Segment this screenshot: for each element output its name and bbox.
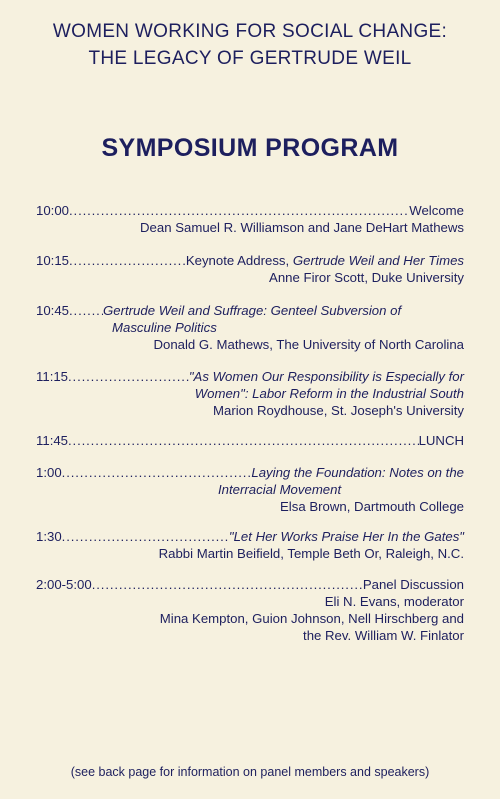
dot-leader <box>69 202 409 219</box>
footer-note: (see back page for information on panel members and speakers) <box>70 765 430 779</box>
item-speaker: Rabbi Martin Beifield, Temple Beth Or, Raleigh, N.C. <box>158 546 464 561</box>
item-speaker: Dean Samuel R. Williamson and Jane DeHart Mathews <box>140 220 464 235</box>
item-time: 10:45 <box>36 303 70 318</box>
dot-leader <box>62 464 252 481</box>
item-event-title-cont: Women": Labor Reform in the Industrial South <box>194 386 464 401</box>
header-line-1: WOMEN WORKING FOR SOCIAL CHANGE: <box>52 21 448 42</box>
program-item <box>36 368 464 419</box>
item-panelists-cont: the Rev. William W. Finlator <box>303 628 464 643</box>
item-event-title-cont: Masculine Politics <box>112 320 217 335</box>
dot-leader <box>69 302 103 319</box>
item-event-title: Gertrude Weil and Suffrage: Genteel Subversion of <box>103 303 402 318</box>
program-item <box>36 464 464 515</box>
item-time: 1:30 <box>36 529 62 544</box>
item-speaker: Anne Firor Scott, Duke University <box>269 270 464 285</box>
item-event-title: Gertrude Weil and Her Times <box>292 253 464 268</box>
dot-leader <box>68 368 189 385</box>
program-item <box>36 528 464 562</box>
program-title: SYMPOSIUM PROGRAM <box>101 134 399 162</box>
item-time: 2:00-5:00 <box>36 577 92 592</box>
item-event: Keynote Address, <box>185 253 293 268</box>
item-event: LUNCH <box>418 433 464 448</box>
item-panelists: Mina Kempton, Guion Johnson, Nell Hirschberg and <box>159 611 464 626</box>
item-speaker: Donald G. Mathews, The University of North Carolina <box>153 337 464 352</box>
dot-leader <box>62 528 229 545</box>
item-event-title: "As Women Our Responsibility is Especially for <box>188 369 464 384</box>
item-event: Welcome <box>409 203 464 218</box>
item-event-title: "Let Her Works Praise Her In the Gates" <box>228 529 464 544</box>
item-speaker: Elsa Brown, Dartmouth College <box>280 499 464 514</box>
item-time: 11:15 <box>36 369 69 384</box>
item-event: Panel Discussion <box>362 577 464 592</box>
item-time: 10:15 <box>36 253 70 268</box>
dot-leader <box>69 252 186 269</box>
program-item <box>36 252 464 286</box>
item-time: 11:45 <box>36 433 69 448</box>
header-line-2: THE LEGACY OF GERTRUDE WEIL <box>88 48 412 69</box>
program-item <box>36 576 464 644</box>
item-speaker: Marion Roydhouse, St. Joseph's University <box>213 403 464 418</box>
dot-leader <box>68 432 419 449</box>
program-item <box>36 302 464 353</box>
item-event-title: Laying the Foundation: Notes on the <box>251 465 464 480</box>
program-item <box>36 432 464 449</box>
item-event-title-cont: Interracial Movement <box>218 482 342 497</box>
program-item <box>36 202 464 236</box>
item-moderator: Eli N. Evans, moderator <box>324 594 464 609</box>
item-time: 10:00 <box>36 203 70 218</box>
symposium-header <box>0 18 500 72</box>
item-time: 1:00 <box>36 465 62 480</box>
dot-leader <box>92 576 363 593</box>
